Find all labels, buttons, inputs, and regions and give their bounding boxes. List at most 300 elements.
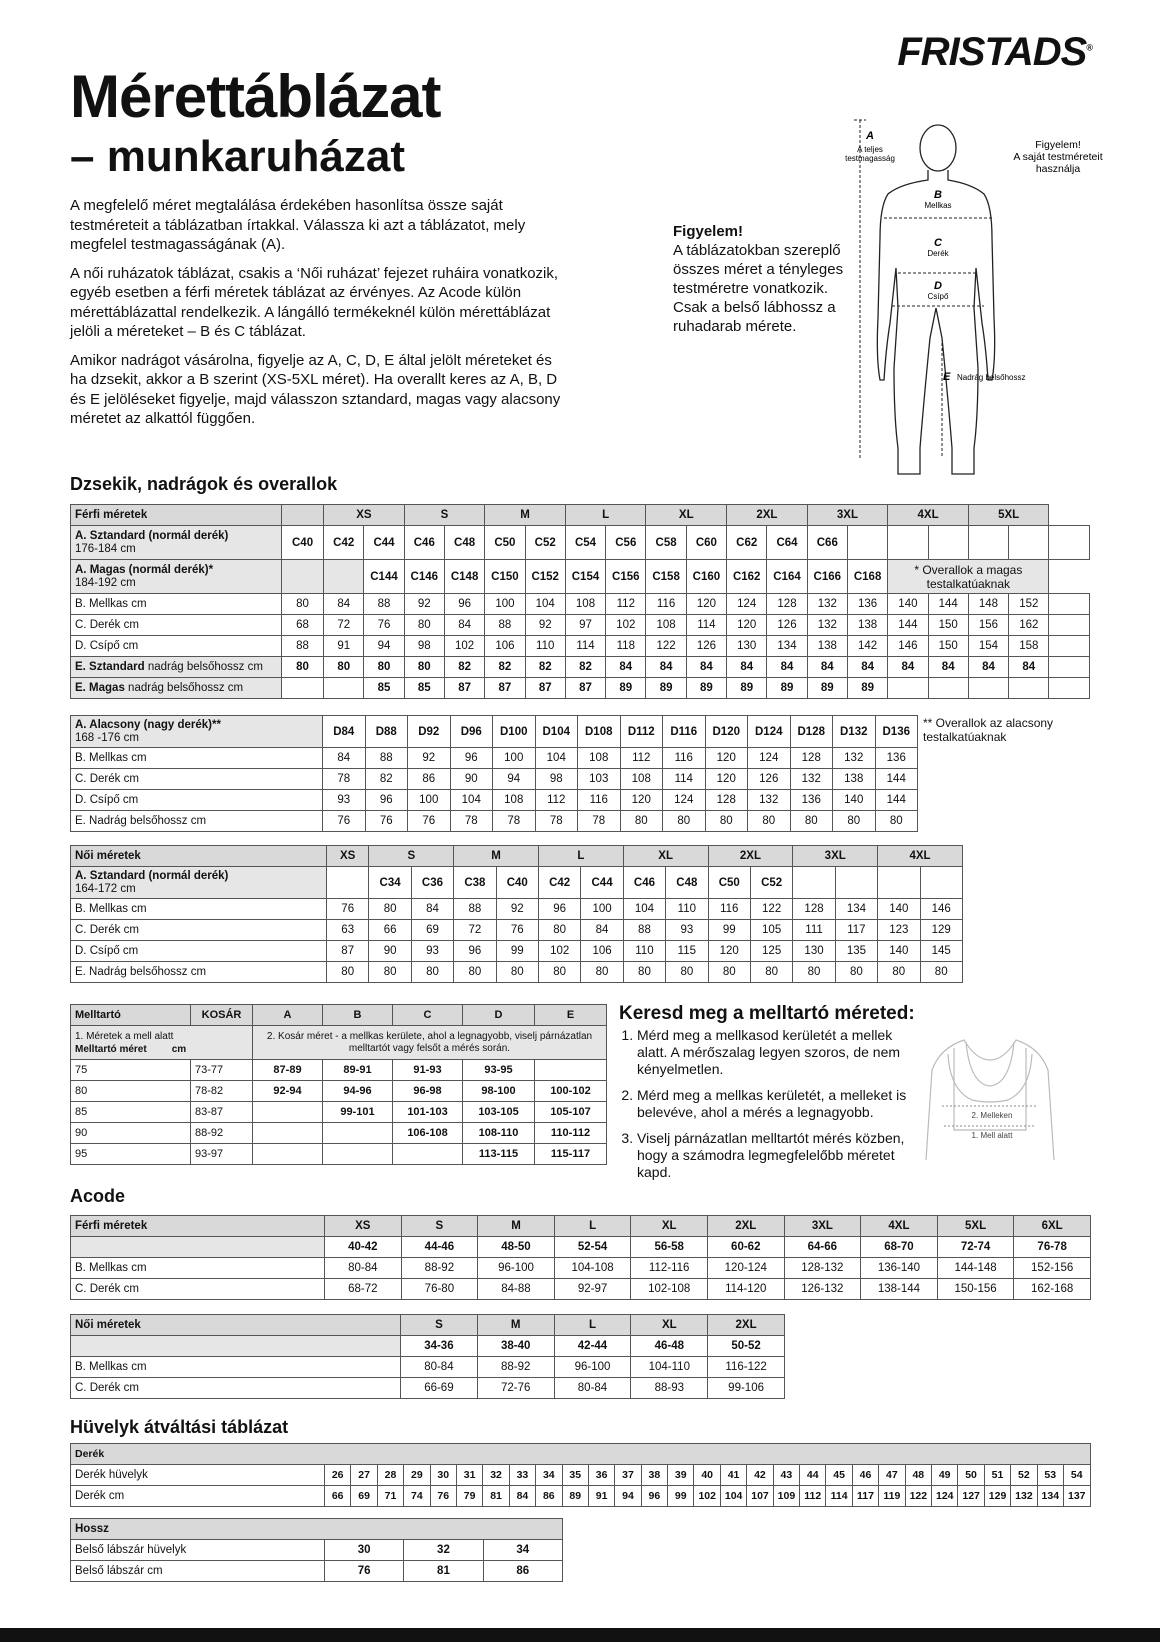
cell: 29 bbox=[404, 1465, 430, 1486]
cell: 64-66 bbox=[784, 1237, 861, 1258]
row-label: C. Derék cm bbox=[71, 1279, 325, 1300]
list-item: 3. Viselj párnázatlan melltartót mérés közben, hogy a számodra legmegfelelőbb méretet kapd. bbox=[637, 1130, 909, 1181]
cell: C150 bbox=[485, 560, 525, 594]
women-size-table bbox=[70, 845, 963, 983]
brand-logo bbox=[897, 30, 1092, 75]
bra-guide-title: Keresd meg a melltartó méreted: bbox=[619, 1003, 915, 1024]
header-cell: M bbox=[454, 846, 539, 867]
footer-bar bbox=[0, 1628, 1160, 1642]
cell: 35 bbox=[562, 1465, 588, 1486]
intro-paragraph: A női ruházatok táblázat, csakis a ‘Női ruházat’ fejezet ruháira vonatkozik, egyéb esetben a férfi méretek táblázat az érvényes. Az Acode külön mérettáblázattal rendelkezik. A lángálló termékeknél külön mérettáblázat jelöli a méreteket – B és C táblázat. bbox=[70, 264, 559, 340]
cell: 38-40 bbox=[477, 1336, 554, 1357]
cell: 100 bbox=[408, 790, 451, 811]
cell: 80 bbox=[835, 962, 877, 983]
cell: 112 bbox=[535, 790, 578, 811]
cell: 49 bbox=[931, 1465, 957, 1486]
label-e: E bbox=[943, 371, 951, 383]
cell: 45 bbox=[826, 1465, 852, 1486]
header-cell: L bbox=[538, 846, 623, 867]
cell bbox=[878, 867, 920, 899]
cell: C44 bbox=[364, 526, 404, 560]
cell: 140 bbox=[878, 899, 920, 920]
cell: C50 bbox=[485, 526, 525, 560]
row-label: Belső lábszár hüvelyk bbox=[71, 1540, 325, 1561]
cell bbox=[968, 678, 1008, 699]
row-label-main: A. Sztandard (normál derék) bbox=[75, 869, 229, 882]
cell: 68-72 bbox=[325, 1279, 402, 1300]
cell: 72-76 bbox=[477, 1378, 554, 1399]
cell: 96 bbox=[454, 941, 496, 962]
cell: 150 bbox=[928, 636, 968, 657]
table-row bbox=[71, 1378, 785, 1399]
cell bbox=[928, 678, 968, 699]
cell: 80 bbox=[454, 962, 496, 983]
cell: 96 bbox=[641, 1486, 667, 1507]
cell: 111 bbox=[793, 920, 835, 941]
header-cell: 3XL bbox=[807, 505, 888, 526]
label-d-text: Csípő bbox=[927, 292, 949, 301]
cell bbox=[282, 560, 324, 594]
cell: 150-156 bbox=[937, 1279, 1014, 1300]
attention-heading: Figyelem! bbox=[673, 223, 744, 240]
header-cell: 4XL bbox=[861, 1216, 938, 1237]
row-label: E. Nadrág belsőhossz cm bbox=[71, 811, 323, 832]
cell: 128 bbox=[705, 790, 748, 811]
row-label-main: A. Alacsony (nagy derék)** bbox=[75, 718, 221, 731]
cell: 82 bbox=[365, 769, 408, 790]
bra-figure bbox=[920, 1030, 1060, 1160]
cell: D104 bbox=[535, 716, 578, 748]
cell: 99 bbox=[496, 941, 538, 962]
cell: C154 bbox=[565, 560, 605, 594]
cell: 92 bbox=[496, 899, 538, 920]
cell bbox=[1049, 615, 1090, 636]
cell: 80 bbox=[364, 657, 404, 678]
table-row bbox=[71, 1060, 607, 1081]
cell: C38 bbox=[454, 867, 496, 899]
cell: 84 bbox=[606, 657, 646, 678]
row-label: B. Mellkas cm bbox=[71, 899, 327, 920]
cell: 53 bbox=[1037, 1465, 1063, 1486]
cell: 54 bbox=[1063, 1465, 1090, 1486]
table-row bbox=[71, 769, 918, 790]
cell: 80 bbox=[324, 657, 364, 678]
table-row bbox=[71, 1237, 1091, 1258]
cell: 112 bbox=[606, 594, 646, 615]
cell bbox=[324, 678, 364, 699]
cell: 88 bbox=[282, 636, 324, 657]
cell: 108-110 bbox=[463, 1123, 535, 1144]
table-row bbox=[71, 748, 918, 769]
cell: 104-108 bbox=[554, 1258, 631, 1279]
table-row bbox=[71, 636, 1090, 657]
cell: 89 bbox=[562, 1486, 588, 1507]
row-label: Belső lábszár cm bbox=[71, 1561, 325, 1582]
section-title-acode: Acode bbox=[70, 1186, 126, 1206]
cell: 132 bbox=[1011, 1486, 1037, 1507]
cell: 46-48 bbox=[631, 1336, 708, 1357]
cell: 144 bbox=[875, 769, 918, 790]
cell: 129 bbox=[920, 920, 962, 941]
header-cell: 4XL bbox=[888, 505, 969, 526]
cell: 100-102 bbox=[535, 1081, 607, 1102]
cell: 144 bbox=[888, 615, 928, 636]
cell: 117 bbox=[852, 1486, 878, 1507]
cell: 76 bbox=[496, 920, 538, 941]
header-cell: XL bbox=[623, 846, 708, 867]
cell: 148 bbox=[968, 594, 1008, 615]
table-header-row bbox=[71, 1005, 607, 1026]
intro-text bbox=[70, 196, 570, 438]
cell: 72 bbox=[324, 615, 364, 636]
cell: 84 bbox=[727, 657, 767, 678]
cell: 80 bbox=[875, 811, 918, 832]
cell: C52 bbox=[750, 867, 792, 899]
brand-name: FRISTADS bbox=[897, 30, 1087, 74]
label-a: A bbox=[866, 130, 874, 142]
row-label bbox=[71, 1237, 325, 1258]
cell: 66 bbox=[325, 1486, 351, 1507]
cell: 75 bbox=[71, 1060, 191, 1081]
table-row bbox=[71, 1144, 607, 1165]
cell: 138 bbox=[807, 636, 847, 657]
cell: 146 bbox=[920, 899, 962, 920]
table-row bbox=[71, 1279, 1091, 1300]
cell: 128 bbox=[767, 594, 807, 615]
table-row bbox=[71, 867, 963, 899]
cell: 138 bbox=[847, 615, 887, 636]
figure-note: használja bbox=[1035, 163, 1081, 175]
row-label: E. Nadrág belsőhossz cm bbox=[71, 962, 327, 983]
cell: 80 bbox=[705, 811, 748, 832]
cell: 80 bbox=[581, 962, 623, 983]
cell: 101-103 bbox=[393, 1102, 463, 1123]
cell: 114 bbox=[826, 1486, 852, 1507]
cell: 140 bbox=[888, 594, 928, 615]
table-header-row bbox=[71, 846, 963, 867]
cell: 126 bbox=[767, 615, 807, 636]
cell: 138 bbox=[833, 769, 876, 790]
cell: 112 bbox=[800, 1486, 826, 1507]
header-cell: A bbox=[253, 1005, 323, 1026]
cell: 80 bbox=[790, 811, 833, 832]
cell: 109 bbox=[773, 1486, 799, 1507]
cell: 96 bbox=[538, 899, 580, 920]
row-label-sub: nadrág belsőhossz cm bbox=[144, 661, 263, 673]
cell: 94-96 bbox=[323, 1081, 393, 1102]
header-cell: L bbox=[565, 505, 646, 526]
cell: 50 bbox=[958, 1465, 984, 1486]
cell: 135 bbox=[835, 941, 877, 962]
table-header-row bbox=[71, 505, 1090, 526]
cell: D96 bbox=[450, 716, 493, 748]
table-header-row bbox=[71, 1216, 1091, 1237]
cell: C42 bbox=[324, 526, 364, 560]
attention-note bbox=[673, 222, 853, 336]
cell: 130 bbox=[727, 636, 767, 657]
cell: 87 bbox=[327, 941, 369, 962]
header-cell: S bbox=[401, 1216, 478, 1237]
cell: C40 bbox=[496, 867, 538, 899]
cell: 91-93 bbox=[393, 1060, 463, 1081]
cell: C158 bbox=[646, 560, 686, 594]
header-cell bbox=[282, 505, 324, 526]
cell: 89 bbox=[646, 678, 686, 699]
acode-men-table bbox=[70, 1215, 1091, 1300]
cell: 120 bbox=[686, 594, 726, 615]
cell: D84 bbox=[323, 716, 366, 748]
cell: 73-77 bbox=[191, 1060, 253, 1081]
cell: 117 bbox=[835, 920, 877, 941]
cell: 78 bbox=[450, 811, 493, 832]
cell: 63 bbox=[327, 920, 369, 941]
cell: 80 bbox=[71, 1081, 191, 1102]
cell: C46 bbox=[404, 526, 444, 560]
list-item: 1. Mérd meg a mellkasod kerületét a mellek alatt. A mérőszalag legyen szoros, de nem kényelmetlen. bbox=[637, 1027, 909, 1078]
cell: 108 bbox=[646, 615, 686, 636]
cell: 104 bbox=[720, 1486, 746, 1507]
header-cell: Derék bbox=[71, 1444, 1091, 1465]
attention-text: A táblázatokban szereplő összes méret a tényleges testméretre vonatkozik. Csak a belső lábhossz a ruhadarab mérete. bbox=[673, 242, 844, 335]
cell: 80 bbox=[920, 962, 962, 983]
cell: 128 bbox=[790, 748, 833, 769]
figure-note: A saját testméreteit bbox=[1013, 151, 1103, 163]
table-row bbox=[71, 1123, 607, 1144]
cell: 96-100 bbox=[478, 1258, 555, 1279]
cell: 36 bbox=[588, 1465, 614, 1486]
cell: 144 bbox=[928, 594, 968, 615]
cell: 88 bbox=[364, 594, 404, 615]
table-row bbox=[71, 1465, 1091, 1486]
cell: 104 bbox=[623, 899, 665, 920]
bra-torso-icon bbox=[926, 1040, 1054, 1160]
table-row bbox=[71, 899, 963, 920]
cell bbox=[928, 526, 968, 560]
cell: 120 bbox=[705, 769, 748, 790]
cell: 93 bbox=[666, 920, 708, 941]
row-label: C. Derék cm bbox=[71, 769, 323, 790]
cell: 82 bbox=[565, 657, 605, 678]
cell: 76 bbox=[325, 1561, 404, 1582]
cell bbox=[793, 867, 835, 899]
cell: 44-46 bbox=[401, 1237, 478, 1258]
header-cell: M bbox=[485, 505, 566, 526]
cell: 30 bbox=[430, 1465, 456, 1486]
cell: 88 bbox=[623, 920, 665, 941]
cell: 87 bbox=[444, 678, 484, 699]
cell: D100 bbox=[493, 716, 536, 748]
row-label: D. Csípő cm bbox=[71, 941, 327, 962]
header-cell: M bbox=[478, 1216, 555, 1237]
cell: 98 bbox=[535, 769, 578, 790]
label-e-text: Nadrág belsőhossz bbox=[957, 373, 1026, 382]
cell bbox=[1049, 594, 1090, 615]
row-label bbox=[71, 1336, 401, 1357]
cell: 116-122 bbox=[708, 1357, 785, 1378]
cell: 98 bbox=[404, 636, 444, 657]
cell: C56 bbox=[606, 526, 646, 560]
header-cell: B bbox=[323, 1005, 393, 1026]
cell: 84 bbox=[888, 657, 928, 678]
cell: 123 bbox=[878, 920, 920, 941]
cell: 120 bbox=[727, 615, 767, 636]
cell: 26 bbox=[325, 1465, 351, 1486]
cell bbox=[847, 526, 887, 560]
cell: 84 bbox=[509, 1486, 535, 1507]
short-overall-note: ** Overallok az alacsony testalkatúaknak bbox=[923, 716, 1054, 744]
cell: 84-88 bbox=[478, 1279, 555, 1300]
table-row bbox=[71, 657, 1090, 678]
cell: C48 bbox=[444, 526, 484, 560]
table-row bbox=[71, 1540, 563, 1561]
cell: 84 bbox=[324, 594, 364, 615]
table-row bbox=[71, 1102, 607, 1123]
cell: 140 bbox=[878, 941, 920, 962]
row-label: B. Mellkas cm bbox=[71, 748, 323, 769]
cell: C164 bbox=[767, 560, 807, 594]
header-cell: L bbox=[554, 1216, 631, 1237]
cell: 130 bbox=[793, 941, 835, 962]
cell: 110 bbox=[623, 941, 665, 962]
cell bbox=[1049, 526, 1090, 560]
cell: 90 bbox=[71, 1123, 191, 1144]
cell: 110 bbox=[666, 899, 708, 920]
header-cell: Férfi méretek bbox=[71, 505, 282, 526]
cell: 96-98 bbox=[393, 1081, 463, 1102]
row-label-sub: 184-192 cm bbox=[75, 576, 136, 589]
list-item: 2. Mérd meg a mellkas kerületét, a melleket is belevéve, ahol a mérés a legnagyobb. bbox=[637, 1087, 909, 1121]
row-label-main: A. Magas (normál derék)* bbox=[75, 563, 214, 576]
cell: 80 bbox=[708, 962, 750, 983]
row-label-main: A. Sztandard (normál derék) bbox=[75, 529, 229, 542]
cell: 102 bbox=[444, 636, 484, 657]
cell: 132 bbox=[807, 594, 847, 615]
cell: 86 bbox=[483, 1561, 562, 1582]
cell: D124 bbox=[748, 716, 791, 748]
acode-women-table bbox=[70, 1314, 785, 1399]
cell: 78 bbox=[493, 811, 536, 832]
cell: 140 bbox=[833, 790, 876, 811]
cell: 112-116 bbox=[631, 1258, 708, 1279]
table-row bbox=[71, 1486, 1091, 1507]
cell: 92 bbox=[404, 594, 444, 615]
cell: 138-144 bbox=[861, 1279, 938, 1300]
cell bbox=[282, 678, 324, 699]
cell: 52-54 bbox=[554, 1237, 631, 1258]
cell: 137 bbox=[1063, 1486, 1090, 1507]
cell: 87 bbox=[525, 678, 565, 699]
cell: 100 bbox=[581, 899, 623, 920]
cell: C42 bbox=[538, 867, 580, 899]
cell: 27 bbox=[351, 1465, 377, 1486]
cell: 124 bbox=[727, 594, 767, 615]
cell: 116 bbox=[578, 790, 621, 811]
cell: 89-91 bbox=[323, 1060, 393, 1081]
header-cell: XL bbox=[631, 1216, 708, 1237]
cell: 47 bbox=[879, 1465, 905, 1486]
cell: 76 bbox=[408, 811, 451, 832]
cell: 52 bbox=[1011, 1465, 1037, 1486]
table-header-row bbox=[71, 1444, 1091, 1465]
cell: 76 bbox=[365, 811, 408, 832]
cell bbox=[1049, 636, 1090, 657]
cell: 87 bbox=[565, 678, 605, 699]
cell: 99-101 bbox=[323, 1102, 393, 1123]
cell: 41 bbox=[720, 1465, 746, 1486]
waist-conversion-table bbox=[70, 1443, 1091, 1507]
cell: 120-124 bbox=[707, 1258, 784, 1279]
cell: C62 bbox=[727, 526, 767, 560]
cell: 96 bbox=[444, 594, 484, 615]
registered-mark: ® bbox=[1086, 42, 1092, 53]
cell: 80-84 bbox=[401, 1357, 478, 1378]
table-row bbox=[71, 1081, 607, 1102]
cell: 104-110 bbox=[631, 1357, 708, 1378]
cell: 80 bbox=[282, 594, 324, 615]
table-row bbox=[71, 1336, 785, 1357]
cell: 132 bbox=[833, 748, 876, 769]
row-label: Derék cm bbox=[71, 1486, 325, 1507]
cell: 114 bbox=[565, 636, 605, 657]
intro-paragraph: Amikor nadrágot vásárolna, figyelje az A, C, D, E által jelölt méreteket és ha dzsekit, akkor a B szerint (XS-5XL méret). Ha overallt keres az A, B, D és E jelöléseket figyelje, majd válasszon sztandard, magas vagy alacsony méretet az alkattól függően. bbox=[70, 351, 561, 427]
cell: D136 bbox=[875, 716, 918, 748]
cell: 80 bbox=[538, 962, 580, 983]
cell: 85 bbox=[404, 678, 444, 699]
table-row bbox=[71, 716, 918, 748]
cell: 97 bbox=[565, 615, 605, 636]
cell bbox=[968, 526, 1008, 560]
cell: 96 bbox=[450, 748, 493, 769]
cell: 80 bbox=[663, 811, 706, 832]
cell: C152 bbox=[525, 560, 565, 594]
cell: 43 bbox=[773, 1465, 799, 1486]
cell: 112 bbox=[620, 748, 663, 769]
row-label: D. Csípő cm bbox=[71, 636, 282, 657]
header-cell: XS bbox=[325, 1216, 402, 1237]
cell: 108 bbox=[578, 748, 621, 769]
label-b-text: Mellkas bbox=[924, 201, 952, 210]
header-cell: S bbox=[404, 505, 485, 526]
row-label: Derék hüvelyk bbox=[71, 1465, 325, 1486]
cell: D112 bbox=[620, 716, 663, 748]
cell: 84 bbox=[686, 657, 726, 678]
cell: 162-168 bbox=[1014, 1279, 1091, 1300]
cell: 80 bbox=[878, 962, 920, 983]
cell: 115 bbox=[666, 941, 708, 962]
cell: C64 bbox=[767, 526, 807, 560]
cell: 71 bbox=[377, 1486, 403, 1507]
cell: 80 bbox=[620, 811, 663, 832]
cell: 102-108 bbox=[631, 1279, 708, 1300]
header-cell: L bbox=[554, 1315, 631, 1336]
row-label-sub: nadrág belsőhossz cm bbox=[124, 682, 244, 694]
table-row bbox=[71, 1561, 563, 1582]
header-cell: 5XL bbox=[937, 1216, 1014, 1237]
cell: 96 bbox=[365, 790, 408, 811]
cell: 50-52 bbox=[708, 1336, 785, 1357]
cell: 33 bbox=[509, 1465, 535, 1486]
cell: 30 bbox=[325, 1540, 404, 1561]
cell: 105 bbox=[750, 920, 792, 941]
header-cell: XL bbox=[646, 505, 727, 526]
bra-underbust-note bbox=[71, 1026, 253, 1060]
header-cell: C bbox=[393, 1005, 463, 1026]
cell: 76 bbox=[327, 899, 369, 920]
row-label bbox=[71, 716, 323, 748]
cell: 88-92 bbox=[477, 1357, 554, 1378]
header-cell: Hossz bbox=[71, 1519, 563, 1540]
label-d: D bbox=[934, 280, 942, 292]
